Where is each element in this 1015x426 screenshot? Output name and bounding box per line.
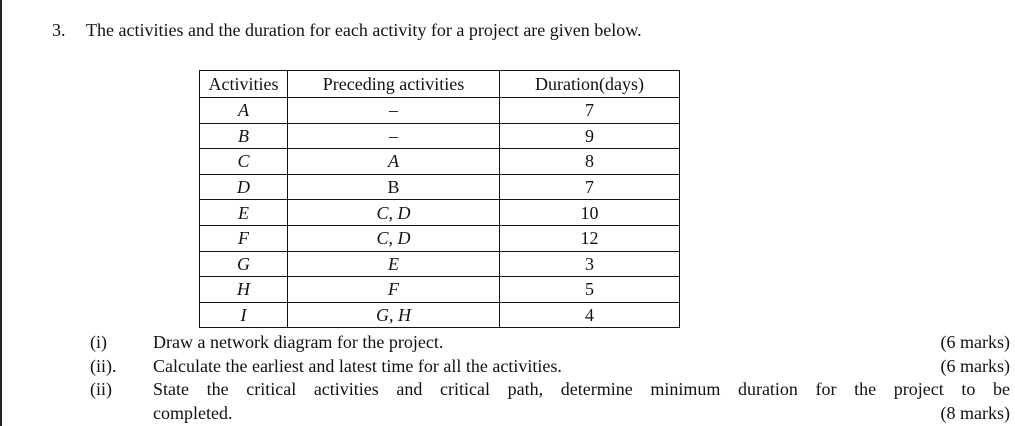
table-row <box>200 277 680 303</box>
duration-cell: 10 <box>500 200 680 226</box>
marks-label: (6 marks) <box>940 332 1010 352</box>
duration-cell: 5 <box>500 277 680 303</box>
duration-cell: 8 <box>500 149 680 175</box>
activity-cell: B <box>200 123 288 149</box>
question-heading <box>52 20 642 41</box>
activity-cell: F <box>200 225 288 251</box>
preceding-cell: C, D <box>288 200 500 226</box>
preceding-cell: G, H <box>288 302 500 328</box>
table-row <box>200 302 680 328</box>
preceding-cell: E <box>288 251 500 277</box>
part-label: (ii). <box>90 355 117 376</box>
preceding-cell: – <box>288 98 500 124</box>
part-iii <box>90 378 1010 402</box>
part-label: (ii) <box>90 379 112 399</box>
activity-cell: D <box>200 174 288 200</box>
duration-cell: 12 <box>500 225 680 251</box>
question-number: 3. <box>52 20 66 40</box>
table-row <box>200 149 680 175</box>
preceding-cell: C, D <box>288 225 500 251</box>
duration-cell: 7 <box>500 98 680 124</box>
activity-cell: G <box>200 251 288 277</box>
left-margin-line <box>0 0 2 426</box>
table-row <box>200 123 680 149</box>
table-header-row <box>200 71 680 98</box>
part-iii-continuation <box>90 402 1010 425</box>
activity-cell: A <box>200 98 288 124</box>
activity-cell: C <box>200 149 288 175</box>
duration-cell: 9 <box>500 123 680 149</box>
activity-cell: I <box>200 302 288 328</box>
table-row <box>200 174 680 200</box>
preceding-cell: – <box>288 123 500 149</box>
header-preceding: Preceding activities <box>288 71 500 98</box>
duration-cell: 7 <box>500 174 680 200</box>
preceding-cell: A <box>288 149 500 175</box>
table-row <box>200 98 680 124</box>
activity-cell: E <box>200 200 288 226</box>
question-parts <box>90 331 1010 425</box>
activity-cell: H <box>200 277 288 303</box>
preceding-cell: B <box>288 174 500 200</box>
marks-label: (8 marks) <box>940 402 1010 423</box>
part-text: State the critical activities and critical path, determine minimum duration for the project to be <box>153 379 1010 399</box>
duration-cell: 3 <box>500 251 680 277</box>
marks-label: (6 marks) <box>940 355 1010 376</box>
part-text-continuation: completed. <box>153 402 233 423</box>
question-text: The activities and the duration for each activity for a project are given below. <box>86 20 642 40</box>
duration-cell: 4 <box>500 302 680 328</box>
preceding-cell: F <box>288 277 500 303</box>
part-ii <box>90 355 1010 379</box>
part-text: Draw a network diagram for the project. <box>153 332 444 352</box>
part-label: (i) <box>90 332 107 352</box>
table-row <box>200 251 680 277</box>
part-text: Calculate the earliest and latest time for all the activities. <box>153 355 562 376</box>
table-row <box>200 200 680 226</box>
header-duration: Duration(days) <box>500 71 680 98</box>
part-i <box>90 331 1010 355</box>
activities-table <box>199 70 680 328</box>
table-row <box>200 225 680 251</box>
header-activities: Activities <box>200 71 288 98</box>
